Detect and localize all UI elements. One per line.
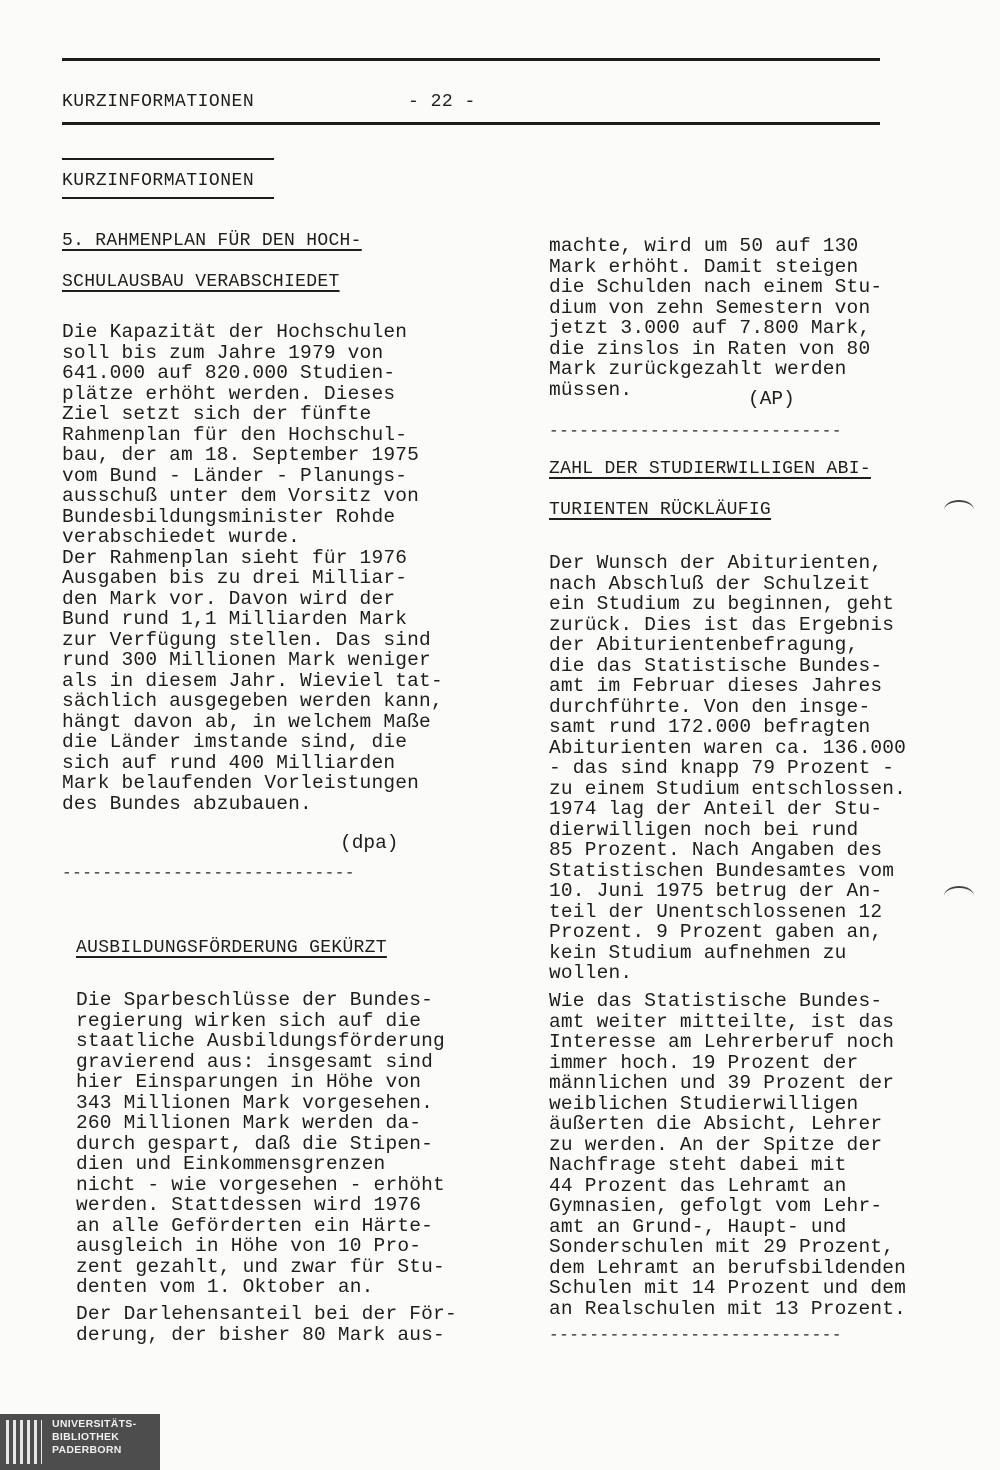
text-line: Sonderschulen mit 29 Prozent, — [549, 1236, 895, 1258]
subheader-rule-bottom — [62, 197, 274, 199]
article1-body — [62, 322, 443, 814]
text-line: amt weiter mitteilte, ist das — [549, 1010, 895, 1033]
text-line: dien und Einkommensgrenzen — [76, 1153, 386, 1175]
text-line: sich auf rund 400 Milliarden — [62, 751, 396, 774]
text-line: derung, der bisher 80 Mark aus- — [76, 1323, 445, 1346]
divider-right-1: ----------------------------- — [549, 422, 842, 440]
text-line: wollen. — [549, 962, 633, 984]
text-line: samt rund 172.000 befragten — [549, 716, 871, 738]
library-logo — [0, 1414, 160, 1470]
text-line: die das Statistische Bundes- — [549, 654, 883, 677]
text-line: 260 Millionen Mark werden da- — [76, 1112, 422, 1134]
text-line: Ziel setzt sich der fünfte — [62, 403, 372, 425]
text-line: kein Studium aufnehmen zu — [549, 941, 847, 964]
subheader-rule — [62, 158, 274, 160]
text-line: hier Einsparungen in Höhe von — [76, 1071, 422, 1093]
text-line: machte, wird um 50 auf 130 — [549, 235, 859, 257]
text-line: des Bundes abzubauen. — [62, 792, 312, 815]
text-line: weiblichen Studierwilligen — [549, 1092, 859, 1115]
article1-title-line1: 5. RAHMENPLAN FÜR DEN HOCH- — [62, 231, 362, 251]
text-line: - das sind knapp 79 Prozent - — [549, 757, 895, 779]
divider-right-2: ----------------------------- — [549, 1326, 842, 1344]
text-line: rund 300 Millionen Mark weniger — [62, 649, 431, 671]
article3-title-line2: TURIENTEN RÜCKLÄUFIG — [549, 500, 772, 520]
text-line: die zinslos in Raten von 80 — [549, 337, 871, 360]
top-rule — [62, 58, 880, 61]
text-line: Gymnasien, gefolgt vom Lehr- — [549, 1195, 883, 1217]
text-line: Die Sparbeschlüsse der Bundes- — [76, 989, 434, 1011]
text-line: die Schulden nach einem Stu- — [549, 276, 883, 298]
text-line: dierwilligen noch bei rund — [549, 818, 859, 841]
library-logo-text: UNIVERSITÄTS- BIBLIOTHEK PADERBORN — [52, 1418, 137, 1456]
text-line: amt im Februar dieses Jahres — [549, 675, 883, 697]
text-line: dium von zehn Semestern von — [549, 296, 871, 319]
text-line: ein Studium zu beginnen, geht — [549, 593, 895, 615]
text-line: die Länder imstande sind, die — [62, 731, 408, 753]
text-line: männlichen und 39 Prozent der — [549, 1072, 895, 1094]
text-line: zur Verfügung stellen. Das sind — [62, 628, 431, 651]
text-line: Rahmenplan für den Hochschul- — [62, 423, 408, 446]
text-line: den Mark vor. Davon wird der — [62, 587, 396, 610]
text-line: 1974 lag der Anteil der Stu- — [549, 798, 883, 820]
text-line: soll bis zum Jahre 1979 von — [62, 341, 384, 364]
text-line: Bundesbildungsminister Rohde — [62, 505, 396, 528]
article2-title: AUSBILDUNGSFÖRDERUNG GEKÜRZT — [76, 938, 387, 958]
text-line: Mark erhöht. Damit steigen — [549, 255, 859, 278]
text-line: Wie das Statistische Bundes- — [549, 990, 883, 1012]
text-line: staatliche Ausbildungsförderung — [76, 1030, 445, 1052]
text-line: Schulen mit 14 Prozent und dem — [549, 1277, 907, 1299]
text-line: gravierend aus: insgesamt sind — [76, 1050, 434, 1073]
text-line: Interesse am Lehrerberuf noch — [549, 1031, 895, 1053]
text-line: bau, der am 18. September 1975 — [62, 444, 420, 466]
text-line: 10. Juni 1975 betrug der An- — [549, 880, 883, 902]
text-line: verabschiedet wurde. — [62, 526, 301, 548]
punch-hole-mark-icon — [944, 500, 974, 520]
text-line: Der Rahmenplan sieht für 1976 — [62, 546, 408, 569]
text-line: als in diesem Jahr. Wieviel tat- — [62, 669, 443, 692]
text-line: sächlich ausgegeben werden kann, — [62, 690, 443, 712]
article2-body-2 — [76, 1304, 457, 1345]
punch-hole-mark-icon — [944, 886, 974, 906]
text-line: zu einem Studium entschlossen. — [549, 777, 907, 800]
text-line: Der Darlehensanteil bei der För- — [76, 1303, 457, 1325]
text-line: an Realschulen mit 13 Prozent. — [549, 1297, 907, 1320]
article3-body-1 — [549, 553, 906, 984]
text-line: äußerten die Absicht, Lehrer — [549, 1113, 883, 1135]
text-line: werden. Stattdessen wird 1976 — [76, 1194, 422, 1216]
header-rule — [62, 122, 880, 125]
article3-title-line1: ZAHL DER STUDIERWILLIGEN ABI- — [549, 459, 871, 479]
text-line: Bund rund 1,1 Milliarden Mark — [62, 608, 408, 630]
text-line: denten vom 1. Oktober an. — [76, 1276, 374, 1298]
article3-body-2 — [549, 991, 906, 1319]
text-line: durch gespart, daß die Stipen- — [76, 1132, 434, 1155]
text-line: jetzt 3.000 auf 7.800 Mark, — [549, 317, 871, 339]
text-line: Mark belaufenden Vorleistungen — [62, 772, 420, 794]
text-line: 85 Prozent. Nach Angaben des — [549, 839, 883, 861]
text-line: Die Kapazität der Hochschulen — [62, 321, 408, 343]
running-header: KURZINFORMATIONEN — [62, 92, 255, 112]
text-line: immer hoch. 19 Prozent der — [549, 1051, 859, 1074]
text-line: Der Wunsch der Abiturienten, — [549, 552, 883, 574]
text-line: 641.000 auf 820.000 Studien- — [62, 362, 396, 384]
article2-source: (AP) — [748, 388, 795, 410]
divider-left-1: ----------------------------- — [62, 864, 355, 882]
text-line: an alle Geförderten ein Härte- — [76, 1214, 434, 1237]
text-line: der Abiturientenbefragung, — [549, 634, 859, 656]
article1-title-line2: SCHULAUSBAU VERABSCHIEDET — [62, 272, 340, 292]
barcode-icon — [6, 1420, 42, 1464]
text-line: Abiturienten waren ca. 136.000 — [549, 736, 907, 759]
text-line: ausgleich in Höhe von 10 Pro- — [76, 1235, 422, 1257]
text-line: Statistischen Bundesamtes vom — [549, 859, 895, 882]
text-line: Nachfrage steht dabei mit — [549, 1154, 847, 1176]
text-line: 343 Millionen Mark vorgesehen. — [76, 1091, 434, 1114]
text-line: amt an Grund-, Haupt- und — [549, 1215, 847, 1238]
text-line: ausschuß unter dem Vorsitz von — [62, 485, 420, 507]
text-line: dem Lehramt an berufsbildenden — [549, 1256, 907, 1279]
page-number: - 22 - — [408, 92, 476, 112]
article2-body-3 — [549, 236, 882, 400]
text-line: 44 Prozent das Lehramt an — [549, 1174, 847, 1197]
text-line: teil der Unentschlossenen 12 — [549, 900, 883, 923]
text-line: Prozent. 9 Prozent gaben an, — [549, 921, 883, 943]
text-line: zu werden. An der Spitze der — [549, 1133, 883, 1156]
text-line: plätze erhöht werden. Dieses — [62, 382, 396, 405]
text-line: müssen. — [549, 378, 633, 401]
text-line: regierung wirken sich auf die — [76, 1009, 422, 1032]
section-title: KURZINFORMATIONEN — [62, 171, 255, 191]
text-line: hängt davon ab, in welchem Maße — [62, 710, 431, 733]
text-line: zurück. Dies ist das Ergebnis — [549, 613, 895, 636]
article1-source: (dpa) — [340, 832, 399, 854]
text-line: nach Abschluß der Schulzeit — [549, 572, 871, 595]
text-line: durchführte. Von den insge- — [549, 695, 871, 718]
text-line: vom Bund - Länder - Planungs- — [62, 464, 408, 487]
text-line: nicht - wie vorgesehen - erhöht — [76, 1173, 445, 1196]
article2-body-1 — [76, 990, 445, 1298]
text-line: zent gezahlt, und zwar für Stu- — [76, 1255, 445, 1278]
text-line: Ausgaben bis zu drei Milliar- — [62, 567, 408, 589]
text-line: Mark zurückgezahlt werden — [549, 358, 847, 380]
